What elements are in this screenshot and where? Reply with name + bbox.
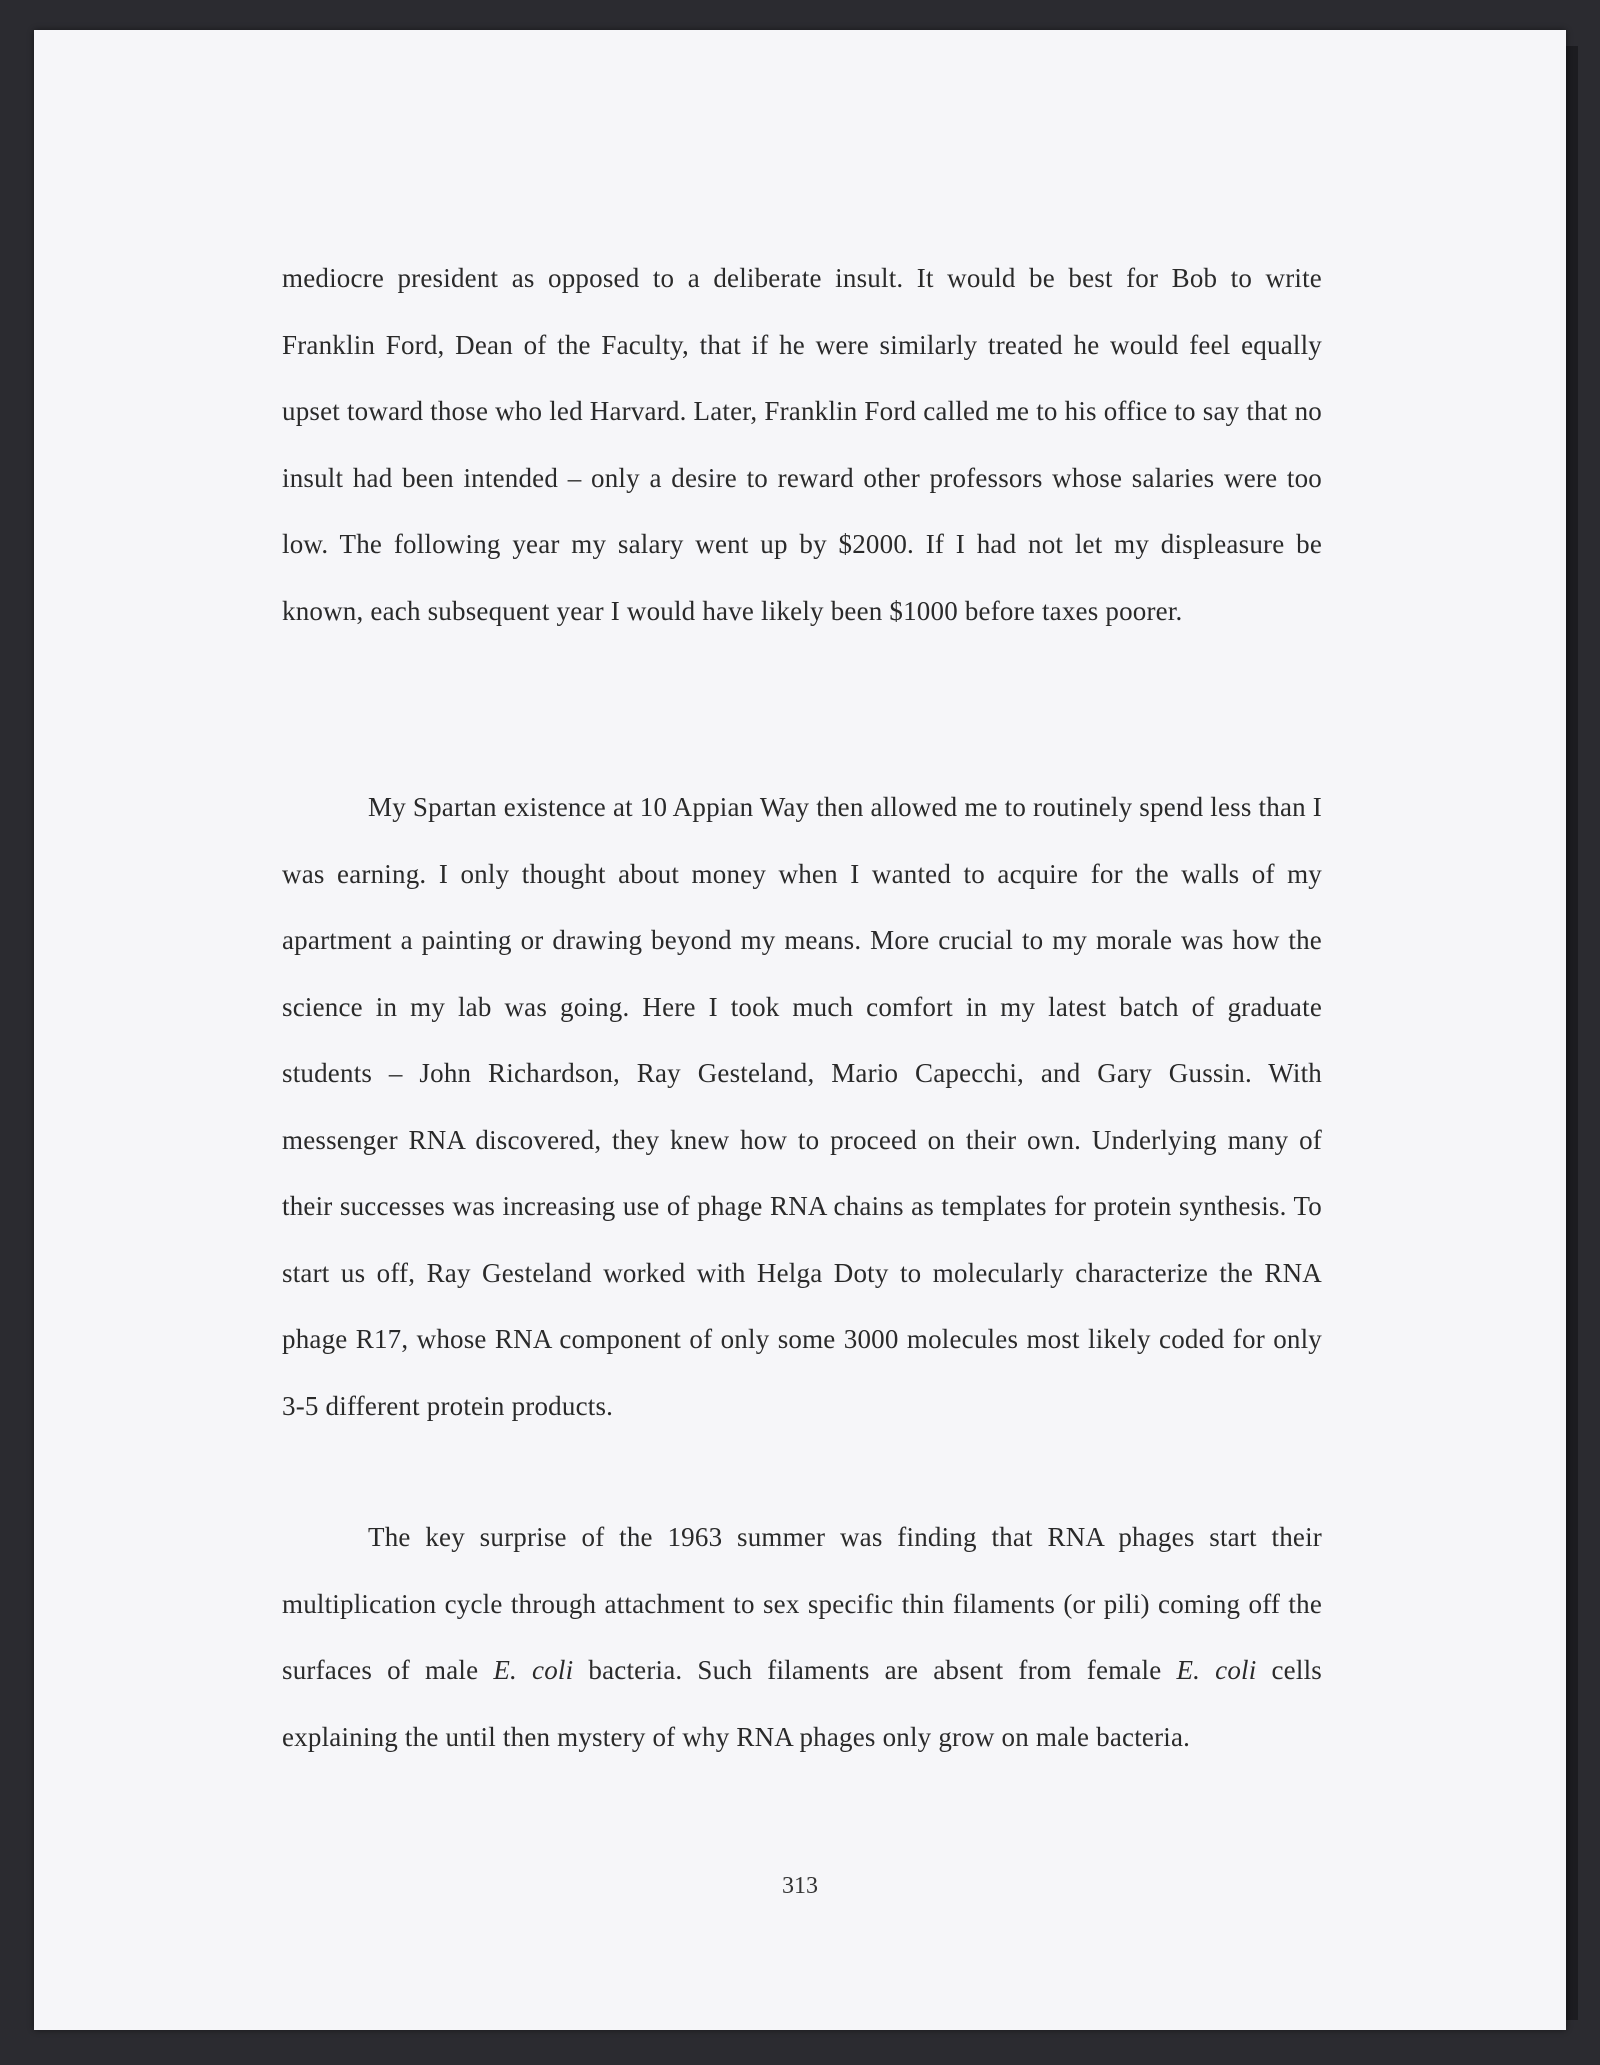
paragraph-2 xyxy=(282,774,1322,1439)
paragraph-3-italic-1: E. coli xyxy=(493,1655,574,1685)
paragraph-3-part-3: cells explaining the until then mystery of why RNA phages only grow on male bacteria. xyxy=(282,1655,1322,1752)
paragraph-3-text xyxy=(282,1504,1322,1770)
paragraph-3-part-2: bacteria. Such filaments are absent from female xyxy=(573,1655,1177,1685)
paragraph-1-text: mediocre president as opposed to a deliberate insult. It would be best for Bob to write Franklin Ford, Dean of the Faculty, that if he were similarly treated he would feel equally upset toward those who led Harvard. Later, Franklin Ford called me to his office to say that no insult had been intended – only a desire to reward other professors whose salaries were too low. The following year my salary went up by $2000. If I had not let my displeasure be known, each subsequent year I would have likely been $1000 before taxes poorer. xyxy=(282,263,1322,626)
paragraph-2-text: My Spartan existence at 10 Appian Way then allowed me to routinely spend less than I was earning. I only thought about money when I wanted to acquire for the walls of my apartment a painting or drawing beyond my means. More crucial to my morale was how the science in my lab was going. Here I took much comfort in my latest batch of graduate students – John Richardson, Ray Gesteland, Mario Capecchi, and Gary Gussin. With messenger RNA discovered, they knew how to proceed on their own. Underlying many of their successes was increasing use of phage RNA chains as templates for protein synthesis. To start us off, Ray Gesteland worked with Helga Doty to molecularly characterize the RNA phage R17, whose RNA component of only some 3000 molecules most likely coded for only 3-5 different protein products. xyxy=(282,792,1322,1421)
paragraph-3 xyxy=(282,1504,1322,1770)
paragraph-3-italic-2: E. coli xyxy=(1176,1655,1257,1685)
paper-shadow-edge xyxy=(1566,46,1578,2020)
paragraph-1 xyxy=(282,245,1322,644)
page-number: 313 xyxy=(782,1873,818,1899)
paragraph-3-part-1: The key surprise of the 1963 summer was finding that RNA phages start their multiplication cycle through attachment to sex specific thin filaments (or pili) coming off the surfaces of male xyxy=(282,1522,1322,1685)
